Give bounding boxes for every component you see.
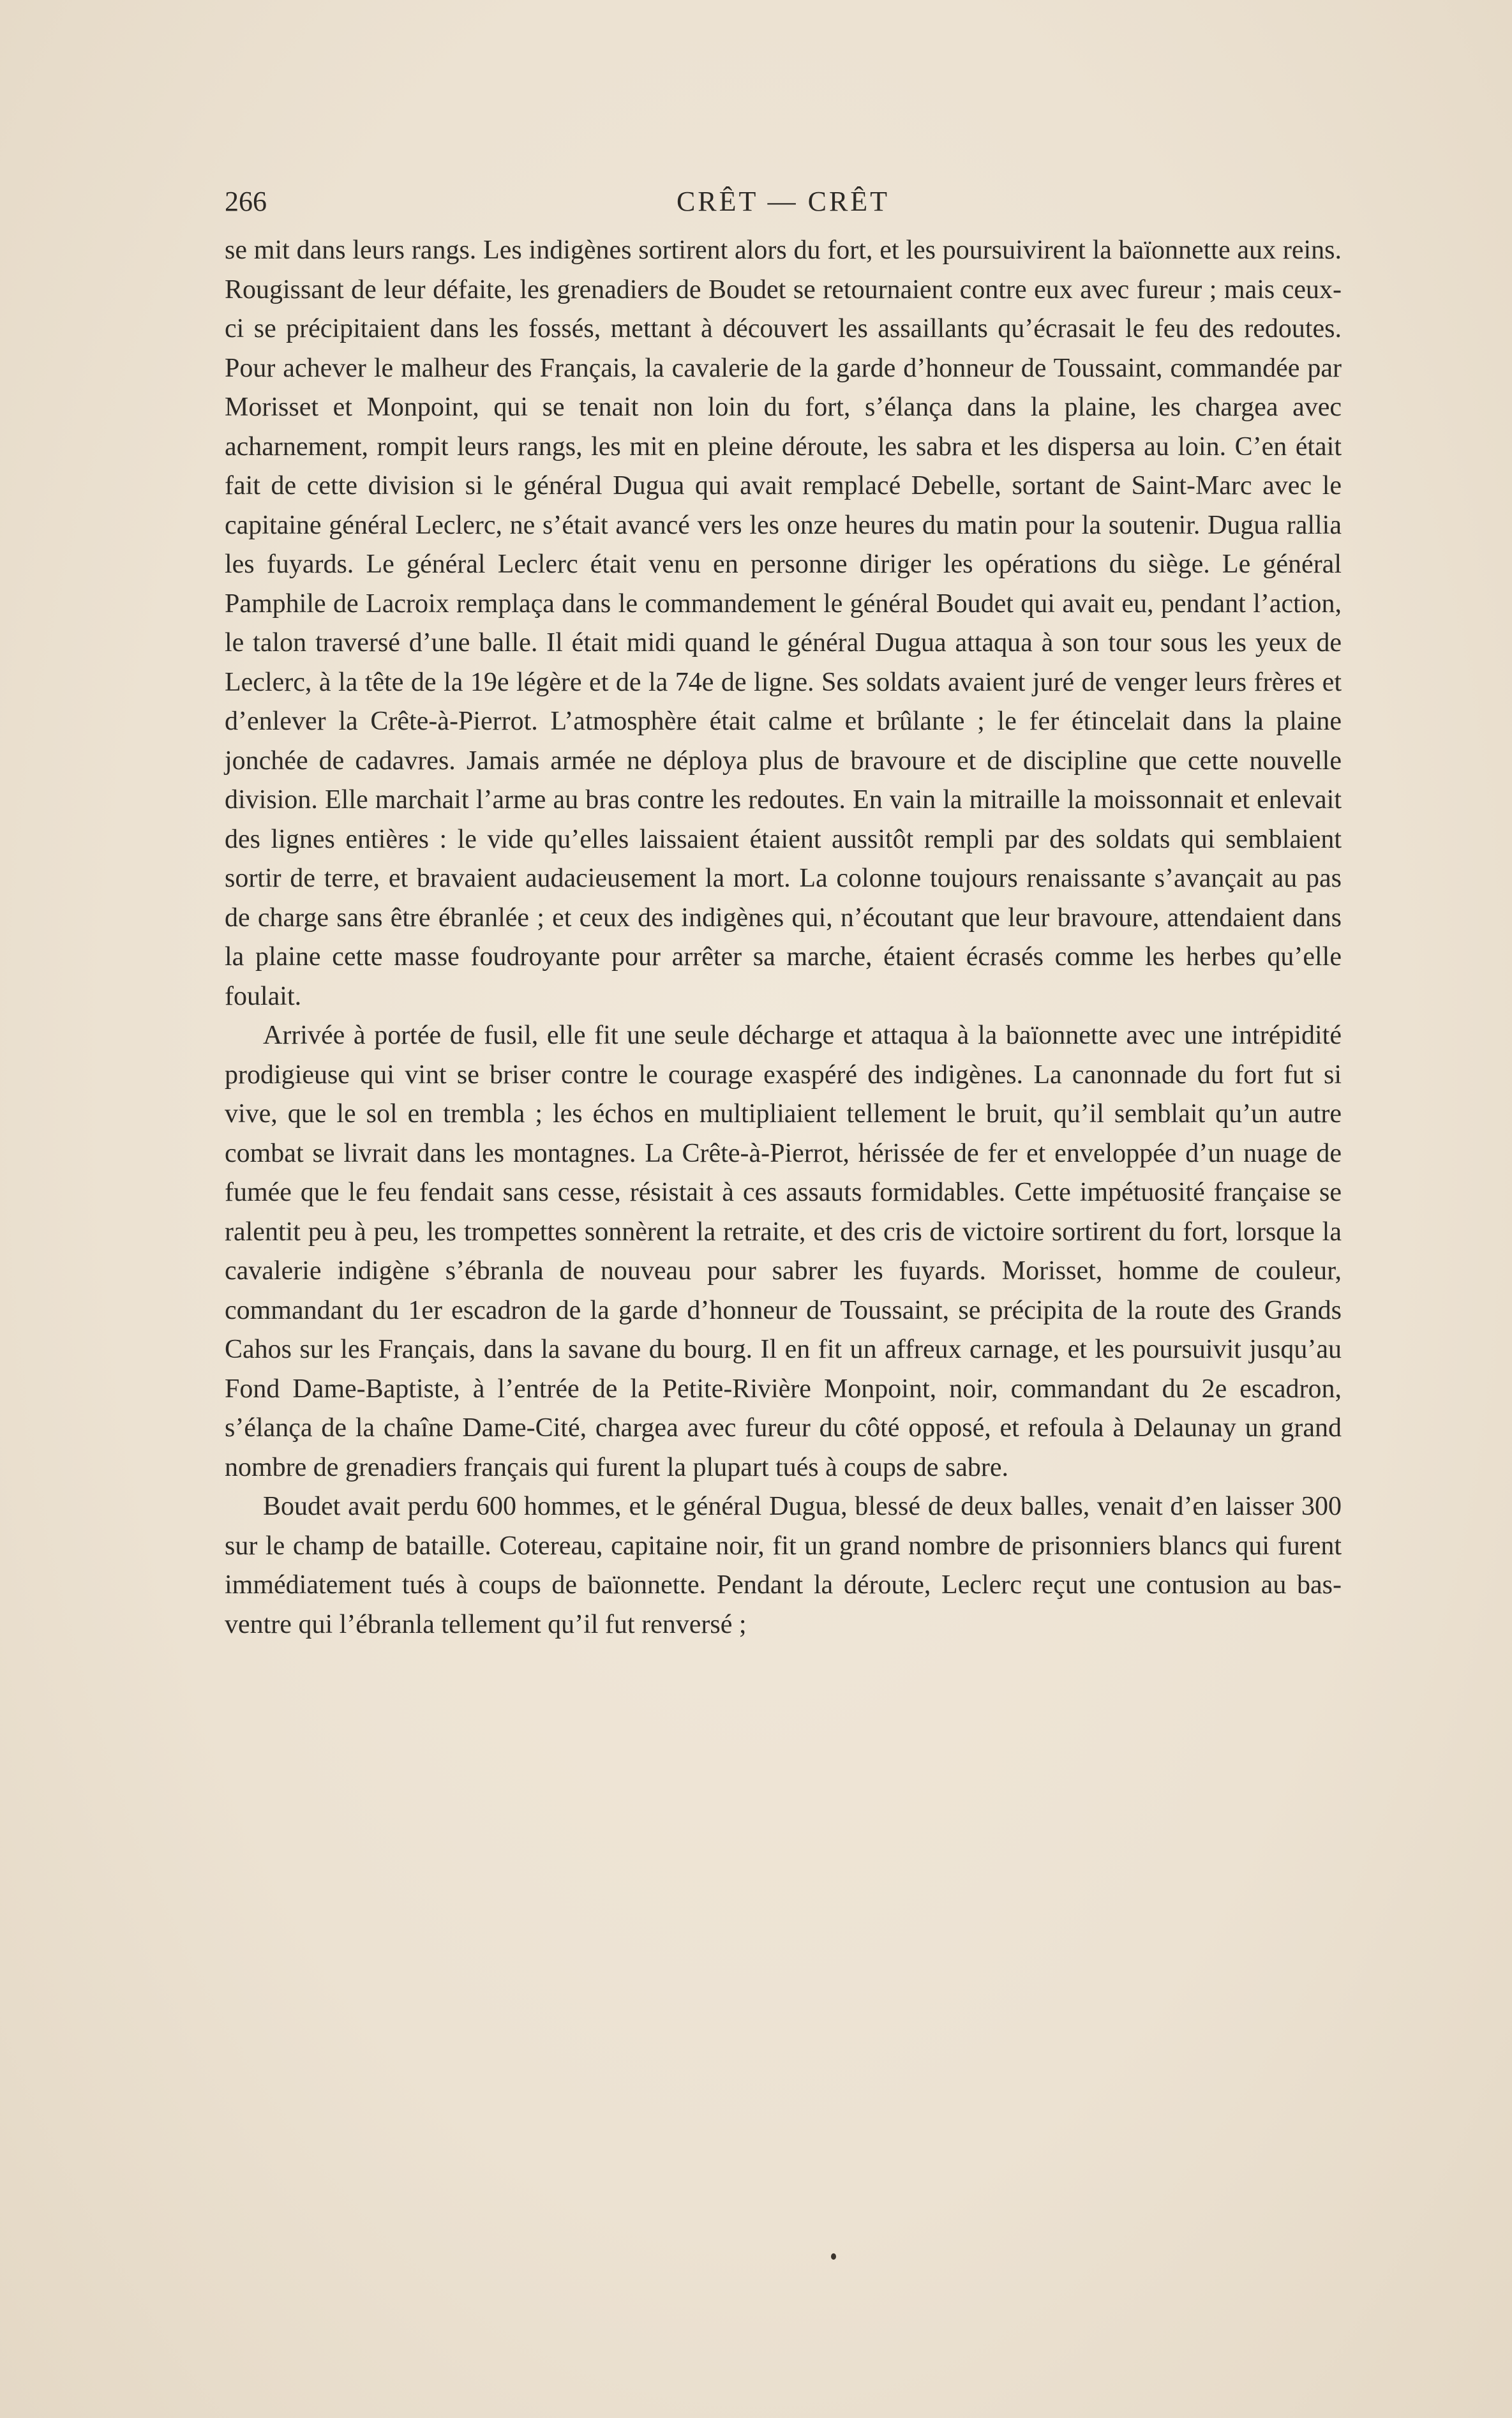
paragraph-assault: Arrivée à portée de fusil, elle fit une seule décharge et attaqua à la baïonnette avec une intrépidité prodigieuse qui vint se briser contre le courage exaspéré des indigènes. La canonnade du fort fut si vive, que le sol en trembla ; les échos en multipliaient tellement le bruit, qu’il semblait qu’un autre combat se livrait dans les montagnes. La Crête-à-Pierrot, hérissée de fer et enveloppée d’un nuage de fumée que le feu fendait sans cesse, résistait à ces assauts formidables. Cette impétuosité française se ralentit peu à peu, les trompettes sonnèrent la retraite, et des cris de victoire sortirent du fort, lorsque la cavalerie indigène s’ébranla de nouveau pour sabrer les fuyards. Morisset, homme de couleur, commandant du 1er escadron de la garde d’honneur de Toussaint, se précipita de la route des Grands Cahos sur les Français, dans la savane du bourg. Il en fit un affreux carnage, et les poursuivit jusqu’au Fond Dame-Baptiste, à l’entrée de la Petite-Rivière Monpoint, noir, commandant du 2e escadron, s’élança de la chaîne Dame-Cité, chargea avec fureur du côté opposé, et refoula à Delaunay un grand nombre de grenadiers français qui furent la plupart tués à coups de sabre. [225, 1021, 1342, 1482]
running-head [225, 185, 1342, 223]
text-block [225, 185, 1342, 1644]
paragraph-losses: Boudet avait perdu 600 hommes, et le général Dugua, blessé de deux balles, venait d’en laisser 300 sur le champ de bataille. Cotereau, capitaine noir, fit un grand nombre de prisonniers blancs qui furent immédiatement tués à coups de baïonnette. Pendant la déroute, Leclerc reçut une contusion au bas-ventre qui l’ébranla tellement qu’il fut renversé ; [225, 1492, 1342, 1639]
page-number: 266 [225, 186, 267, 217]
running-title: CRÊT — CRÊT [676, 186, 890, 217]
ink-speck [831, 2253, 836, 2260]
paragraph-continued: se mit dans leurs rangs. Les indigènes sortirent alors du fort, et les poursuivirent la baïonnette aux reins. Rougissant de leur défaite, les grenadiers de Boudet se retournaient contre eux avec fureur ; mais ceux-ci se précipitaient dans les fossés, mettant à découvert les assaillants qu’écrasait le feu des redoutes. Pour achever le malheur des Français, la cavalerie de la garde d’honneur de Toussaint, commandée par Morisset et Monpoint, qui se tenait non loin du fort, s’élança dans la plaine, les chargea avec acharnement, rompit leurs rangs, les mit en pleine déroute, les sabra et les dispersa au loin. C’en était fait de cette division si le général Dugua qui avait remplacé Debelle, sortant de Saint-Marc avec le capitaine général Leclerc, ne s’était avancé vers les onze heures du matin pour la soutenir. Dugua rallia les fuyards. Le général Leclerc était venu en personne diriger les opérations du siège. Le général Pamphile de Lacroix remplaça dans le commandement le général Boudet qui avait eu, pendant l’action, le talon traversé d’une balle. Il était midi quand le général Dugua attaqua à son tour sous les yeux de Leclerc, à la tête de la 19e légère et de la 74e de ligne. Ses soldats avaient juré de venger leurs frères et d’enlever la Crête-à-Pierrot. L’atmosphère était calme et brûlante ; le fer étincelait dans la plaine jonchée de cadavres. Jamais armée ne déploya plus de bravoure et de discipline que cette nouvelle division. Elle marchait l’arme au bras contre les redoutes. En vain la mitraille la moissonnait et enlevait des lignes entières : le vide qu’elles laissaient étaient aussitôt rempli par des soldats qui semblaient sortir de terre, et bravaient audacieusement la mort. La colonne toujours renaissante s’avançait au pas de charge sans être ébranlée ; et ceux des indigènes qui, n’écoutant que leur bravoure, attendaient dans la plaine cette masse foudroyante pour arrêter sa marche, étaient écrasés comme les herbes qu’elle foulait. [225, 236, 1342, 1011]
